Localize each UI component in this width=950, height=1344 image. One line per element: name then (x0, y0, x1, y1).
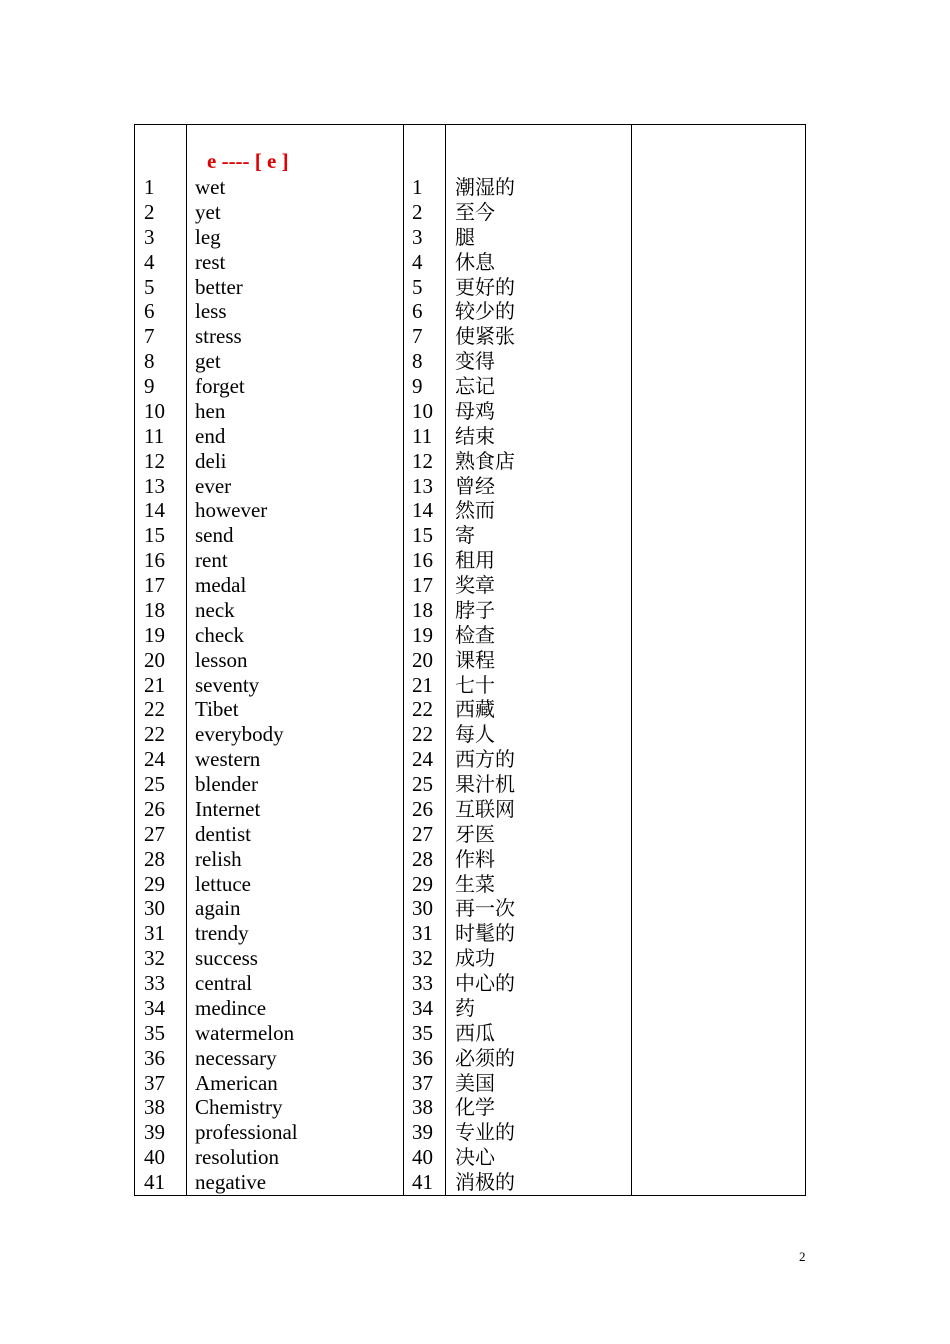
chinese-meaning: 然而 (455, 498, 495, 523)
chinese-meaning: 必须的 (455, 1045, 515, 1070)
row-number: 36 (144, 1045, 165, 1070)
row-number: 6 (144, 299, 155, 324)
row-number: 8 (144, 349, 155, 374)
row-number-cn: 22 (412, 722, 433, 747)
english-word: watermelon (195, 1020, 295, 1045)
english-word: leg (195, 224, 221, 249)
row-number-cn: 19 (412, 622, 433, 647)
row-number-cn: 4 (412, 249, 423, 274)
row-number: 2 (144, 199, 155, 224)
english-word: resolution (195, 1145, 279, 1170)
english-word: again (195, 896, 241, 921)
chinese-meaning: 作料 (455, 846, 495, 871)
english-word: ever (195, 473, 232, 498)
row-number: 20 (144, 647, 165, 672)
row-number: 11 (144, 423, 165, 448)
chinese-meaning: 专业的 (455, 1120, 515, 1145)
chinese-meaning: 休息 (455, 249, 495, 274)
row-number-cn: 21 (412, 672, 433, 697)
row-number: 12 (144, 448, 165, 473)
chinese-meaning: 使紧张 (455, 324, 515, 349)
english-word: American (195, 1070, 278, 1095)
row-number-cn: 12 (412, 448, 433, 473)
vocabulary-table (134, 124, 806, 1196)
word-column (195, 125, 400, 1195)
chinese-meaning: 脖子 (455, 597, 495, 622)
row-number: 9 (144, 374, 155, 398)
chinese-meaning: 熟食店 (455, 448, 515, 473)
row-number: 18 (144, 597, 165, 622)
english-word: professional (195, 1120, 298, 1145)
row-number-cn: 8 (412, 349, 423, 374)
column-divider (186, 125, 187, 1195)
english-word: dentist (195, 821, 251, 846)
chinese-meaning: 互联网 (455, 796, 515, 821)
english-word: Internet (195, 796, 261, 821)
row-number: 39 (144, 1120, 165, 1145)
row-number-cn: 20 (412, 647, 433, 672)
chinese-meaning: 牙医 (455, 821, 495, 846)
section-heading: e ---- [ e ] (207, 149, 289, 173)
english-word: negative (195, 1170, 267, 1194)
english-word: stress (195, 324, 242, 349)
english-word: everybody (195, 722, 284, 747)
row-number: 27 (144, 821, 165, 846)
row-number: 34 (144, 995, 165, 1020)
row-number: 24 (144, 747, 165, 772)
row-number-cn: 22 (412, 697, 433, 722)
row-number: 14 (144, 498, 165, 523)
row-number-cn: 25 (412, 772, 433, 796)
english-word: rest (195, 249, 226, 274)
row-number: 3 (144, 224, 155, 249)
chinese-meaning: 结束 (455, 423, 495, 448)
chinese-meaning: 中心的 (455, 971, 515, 995)
row-number: 22 (144, 697, 165, 722)
english-word: necessary (195, 1045, 277, 1070)
row-number: 13 (144, 473, 165, 498)
english-word: neck (195, 597, 235, 622)
chinese-meaning: 决心 (455, 1145, 495, 1170)
row-number: 35 (144, 1020, 165, 1045)
row-number-cn: 28 (412, 846, 433, 871)
english-word: hen (195, 398, 226, 423)
chinese-meaning: 腿 (455, 224, 475, 249)
row-number: 31 (144, 921, 165, 946)
number-column-cn (412, 125, 445, 1195)
row-number-cn: 29 (412, 871, 433, 896)
row-number-cn: 9 (412, 374, 423, 398)
row-number-cn: 14 (412, 498, 433, 523)
row-number-cn: 16 (412, 548, 433, 573)
row-number-cn: 15 (412, 523, 433, 548)
row-number-cn: 10 (412, 398, 433, 423)
chinese-meaning: 西藏 (455, 697, 495, 722)
row-number-cn: 1 (412, 175, 423, 199)
chinese-meaning: 西方的 (455, 747, 515, 772)
chinese-meaning: 奖章 (455, 573, 495, 597)
row-number: 19 (144, 622, 165, 647)
chinese-meaning: 课程 (455, 647, 495, 672)
english-word: get (195, 349, 221, 374)
page-number: 2 (799, 1249, 806, 1264)
english-word: success (195, 946, 258, 971)
chinese-meaning: 西瓜 (455, 1020, 495, 1045)
chinese-meaning: 较少的 (455, 299, 515, 324)
row-number: 4 (144, 249, 155, 274)
row-number-cn: 39 (412, 1120, 433, 1145)
chinese-meaning: 果汁机 (455, 772, 515, 796)
row-number-cn: 36 (412, 1045, 433, 1070)
chinese-meaning: 忘记 (455, 374, 495, 398)
english-word: medal (195, 573, 247, 597)
chinese-meaning: 时髦的 (455, 921, 515, 946)
row-number: 33 (144, 971, 165, 995)
chinese-meaning: 药 (455, 995, 475, 1020)
row-number-cn: 11 (412, 423, 433, 448)
chinese-meaning: 租用 (455, 548, 495, 573)
row-number: 16 (144, 548, 165, 573)
row-number-cn: 38 (412, 1095, 433, 1120)
chinese-meaning: 消极的 (455, 1170, 515, 1194)
english-word: lesson (195, 647, 248, 672)
english-word: blender (195, 772, 258, 796)
row-number: 1 (144, 175, 155, 199)
english-word: rent (195, 548, 228, 573)
row-number-cn: 41 (412, 1170, 433, 1194)
english-word: less (195, 299, 227, 324)
chinese-meaning: 化学 (455, 1095, 495, 1120)
row-number: 41 (144, 1170, 165, 1194)
chinese-meaning: 变得 (455, 349, 495, 374)
row-number-cn: 6 (412, 299, 423, 324)
row-number-cn: 17 (412, 573, 433, 597)
row-number: 10 (144, 398, 165, 423)
english-word: medince (195, 995, 267, 1020)
english-word: central (195, 971, 253, 995)
row-number-cn: 5 (412, 274, 423, 299)
english-word: Chemistry (195, 1095, 283, 1120)
column-divider (445, 125, 446, 1195)
chinese-meaning: 再一次 (455, 896, 515, 921)
chinese-meaning: 检查 (455, 622, 495, 647)
row-number-cn: 13 (412, 473, 433, 498)
english-word: however (195, 498, 268, 523)
english-word: seventy (195, 672, 260, 697)
english-word: send (195, 523, 234, 548)
english-word: check (195, 622, 244, 647)
row-number-cn: 27 (412, 821, 433, 846)
row-number-cn: 37 (412, 1070, 433, 1095)
english-word: wet (195, 175, 226, 199)
row-number-cn: 34 (412, 995, 433, 1020)
row-number: 21 (144, 672, 165, 697)
row-number-cn: 30 (412, 896, 433, 921)
row-number-cn: 24 (412, 747, 433, 772)
row-number: 15 (144, 523, 165, 548)
row-number: 7 (144, 324, 155, 349)
row-number-cn: 35 (412, 1020, 433, 1045)
row-number: 30 (144, 896, 165, 921)
number-column (144, 125, 186, 1195)
column-divider (403, 125, 404, 1195)
row-number: 17 (144, 573, 165, 597)
row-number-cn: 18 (412, 597, 433, 622)
row-number: 5 (144, 274, 155, 299)
english-word: end (195, 423, 226, 448)
chinese-meaning: 成功 (455, 946, 495, 971)
row-number-cn: 3 (412, 224, 423, 249)
row-number-cn: 32 (412, 946, 433, 971)
row-number: 40 (144, 1145, 165, 1170)
english-word: better (195, 274, 243, 299)
english-word: forget (195, 374, 245, 398)
row-number: 28 (144, 846, 165, 871)
row-number-cn: 40 (412, 1145, 433, 1170)
chinese-meaning: 生菜 (455, 871, 495, 896)
meaning-column (455, 125, 631, 1195)
row-number: 22 (144, 722, 165, 747)
chinese-meaning: 潮湿的 (455, 175, 515, 199)
chinese-meaning: 每人 (455, 722, 495, 747)
chinese-meaning: 七十 (455, 672, 495, 697)
chinese-meaning: 曾经 (455, 473, 495, 498)
chinese-meaning: 美国 (455, 1070, 495, 1095)
english-word: relish (195, 846, 242, 871)
english-word: deli (195, 448, 227, 473)
row-number-cn: 33 (412, 971, 433, 995)
row-number: 32 (144, 946, 165, 971)
row-number: 26 (144, 796, 165, 821)
row-number: 29 (144, 871, 165, 896)
row-number-cn: 7 (412, 324, 423, 349)
english-word: western (195, 747, 261, 772)
english-word: lettuce (195, 871, 251, 896)
row-number-cn: 26 (412, 796, 433, 821)
empty-column (632, 125, 806, 1195)
chinese-meaning: 母鸡 (455, 398, 495, 423)
row-number-cn: 31 (412, 921, 433, 946)
chinese-meaning: 更好的 (455, 274, 515, 299)
english-word: yet (195, 199, 221, 224)
english-word: trendy (195, 921, 249, 946)
row-number: 25 (144, 772, 165, 796)
row-number-cn: 2 (412, 199, 423, 224)
row-number: 38 (144, 1095, 165, 1120)
row-number: 37 (144, 1070, 165, 1095)
english-word: Tibet (195, 697, 239, 722)
chinese-meaning: 寄 (455, 523, 475, 548)
chinese-meaning: 至今 (455, 199, 495, 224)
